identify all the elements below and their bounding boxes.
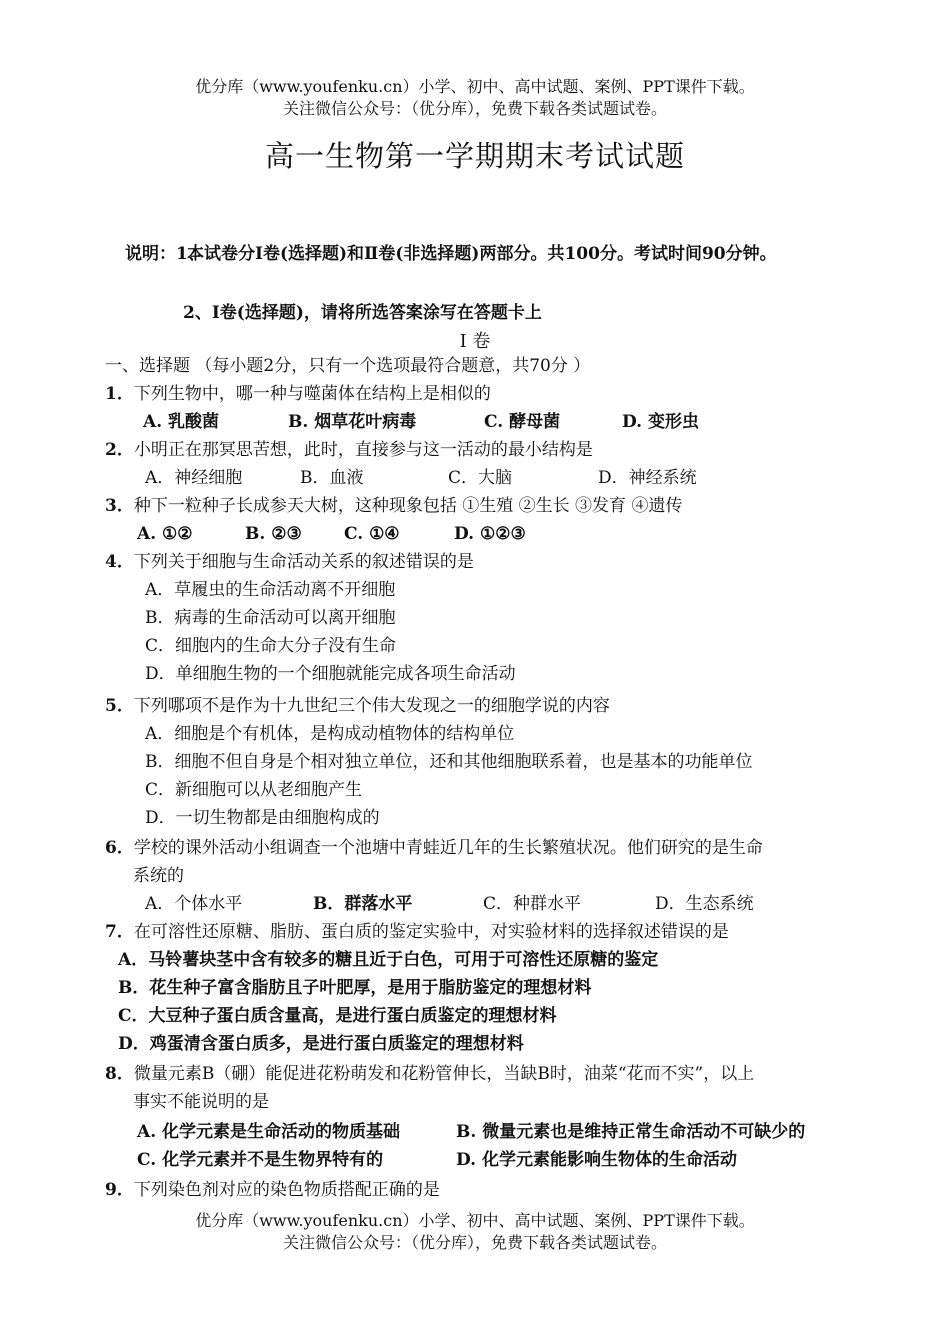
- option-d: D. 化学元素能影响生物体的生命活动: [456, 1150, 737, 1170]
- option-a: A. 化学元素是生命活动的物质基础: [137, 1122, 401, 1142]
- question-2: [105, 436, 593, 464]
- volume-label: Ⅰ 卷: [459, 331, 491, 352]
- page-footer: [0, 1210, 950, 1254]
- exam-title: 高一生物第一学期期末考试试题: [264, 139, 685, 173]
- option-c: C．大豆种子蛋白质含量高，是进行蛋白质鉴定的理想材料: [118, 1006, 557, 1026]
- question-number: 9．: [105, 1180, 134, 1200]
- option-a: A．神经细胞: [145, 468, 243, 488]
- section-heading: 一、选择题 （每小题2分，只有一个选项最符合题意，共70分 ）: [105, 356, 591, 376]
- question-6: [105, 834, 763, 862]
- question-6-options: [0, 890, 950, 918]
- option-d: D．单细胞生物的一个细胞就能完成各项生命活动: [145, 664, 516, 684]
- option-d: D. ①②③: [454, 524, 526, 544]
- option-a: A．草履虫的生命活动离不开细胞: [145, 580, 396, 600]
- option-d: D. 变形虫: [622, 412, 699, 432]
- question-number: 3．: [105, 496, 134, 516]
- footer-line-1: 优分库（www.youfenku.cn）小学、初中、高中试题、案例、PPT课件下载。: [195, 1211, 755, 1230]
- question-number: 6．: [105, 838, 134, 858]
- question-text: 学校的课外活动小组调查一个池塘中青蛙近几年的生长繁殖状况。他们研究的是生命: [133, 838, 763, 858]
- option-d: D．生态系统: [655, 894, 754, 914]
- question-number: 8．: [105, 1064, 134, 1084]
- option-c: C．新细胞可以从老细胞产生: [145, 780, 363, 800]
- question-3-options: [0, 520, 950, 548]
- question-8-options-row-2: [0, 1146, 950, 1174]
- footer-line-2: 关注微信公众号：（优分库），免费下载各类试题试卷。: [282, 1233, 667, 1252]
- option-c: C．大脑: [448, 468, 513, 488]
- question-3: [105, 492, 682, 520]
- option-a: A．马铃薯块茎中含有较多的糖且近于白色，可用于可溶性还原糖的鉴定: [118, 950, 659, 970]
- question-number: 2．: [105, 440, 134, 460]
- option-c: C. 酵母菌: [484, 412, 561, 432]
- header-line-2: 关注微信公众号：（优分库），免费下载各类试题试卷。: [282, 99, 667, 118]
- question-text: 下列哪项不是作为十九世纪三个伟大发现之一的细胞学说的内容: [133, 696, 610, 716]
- question-text: 下列关于细胞与生命活动关系的叙述错误的是: [133, 552, 474, 572]
- option-b: B. 微量元素也是维持正常生命活动不可缺少的: [456, 1122, 806, 1142]
- question-text: 微量元素B（硼）能促进花粉萌发和花粉管伸长，当缺B时，油菜“花而不实”，以上: [133, 1064, 755, 1084]
- question-8-continuation: 事实不能说明的是: [133, 1092, 269, 1112]
- option-b: B. ②③: [245, 524, 302, 544]
- header-line-1: 优分库（www.youfenku.cn）小学、初中、高中试题、案例、PPT课件下载。: [195, 77, 755, 96]
- question-4: [105, 548, 474, 576]
- option-c: C. 化学元素并不是生物界特有的: [137, 1150, 384, 1170]
- option-b: B. 烟草花叶病毒: [288, 412, 417, 432]
- question-8: [105, 1060, 754, 1088]
- option-c: C．细胞内的生命大分子没有生命: [145, 636, 397, 656]
- option-a: A．细胞是个有机体，是构成动植物体的结构单位: [145, 724, 515, 744]
- question-7: [105, 918, 729, 946]
- option-b: B．群落水平: [313, 894, 413, 914]
- question-number: 7．: [105, 922, 134, 942]
- option-b: B．花生种子富含脂肪且子叶肥厚，是用于脂肪鉴定的理想材料: [118, 978, 592, 998]
- question-text: 种下一粒种子长成参天大树，这种现象包括 ①生殖 ②生长 ③发育 ④遗传: [133, 496, 683, 516]
- question-5: [105, 692, 610, 720]
- question-text: 下列染色剂对应的染色物质搭配正确的是: [133, 1180, 440, 1200]
- question-8-options-row-1: [0, 1118, 950, 1146]
- instruction-1-text: 本试卷分Ⅰ卷(选择题)和Ⅱ卷(非选择题)两部分。共100分。考试时间90分钟。: [187, 244, 777, 264]
- option-c: C. ①④: [344, 524, 400, 544]
- option-a: A．个体水平: [145, 894, 243, 914]
- option-a: A. 乳酸菌: [143, 412, 220, 432]
- instruction-2: 2、Ⅰ卷(选择题)，请将所选答案涂写在答题卡上: [183, 303, 542, 323]
- option-b: B．病毒的生命活动可以离开细胞: [145, 608, 396, 628]
- question-number: 5．: [105, 696, 134, 716]
- question-9: [105, 1176, 440, 1204]
- question-number: 4．: [105, 552, 134, 572]
- question-2-options: [0, 464, 950, 492]
- question-1: [105, 380, 491, 408]
- option-b: B．血液: [300, 468, 364, 488]
- option-d: D．神经系统: [598, 468, 697, 488]
- page-header: [0, 76, 950, 120]
- question-6-continuation: 系统的: [133, 866, 184, 886]
- option-b: B．细胞不但自身是个相对独立单位，还和其他细胞联系着，也是基本的功能单位: [145, 752, 753, 772]
- option-d: D．一切生物都是由细胞构成的: [145, 808, 380, 828]
- instruction-lead: 说明：1、: [125, 244, 205, 264]
- question-number: 1．: [105, 384, 134, 404]
- question-text: 在可溶性还原糖、脂肪、蛋白质的鉴定实验中，对实验材料的选择叙述错误的是: [133, 922, 729, 942]
- question-text: 下列生物中，哪一种与噬菌体在结构上是相似的: [133, 384, 491, 404]
- question-1-options: [0, 408, 950, 436]
- option-d: D．鸡蛋清含蛋白质多，是进行蛋白质鉴定的理想材料: [118, 1034, 524, 1054]
- option-c: C．种群水平: [483, 894, 582, 914]
- question-text: 小明正在那冥思苦想，此时，直接参与这一活动的最小结构是: [133, 440, 593, 460]
- option-a: A. ①②: [137, 524, 193, 544]
